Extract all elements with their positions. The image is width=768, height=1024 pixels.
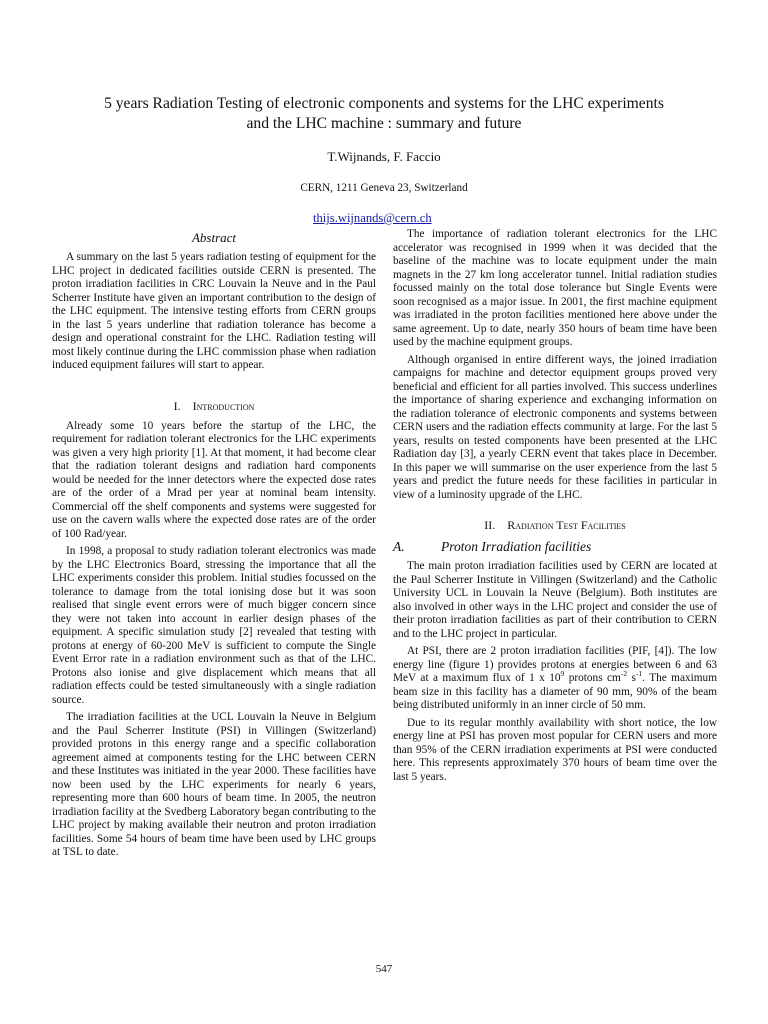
section-heading-introduction (52, 399, 376, 414)
paper-title-line-2: and the LHC machine : summary and future (246, 115, 522, 132)
paper-title-line-1: 5 years Radiation Testing of electronic components and systems for the LHC experiments (104, 95, 664, 112)
page-number: 547 (375, 963, 393, 975)
abstract-text: A summary on the last 5 years radiation testing of equipment for the LHC project in dedicated facilities outside CERN is presented. The proton irradiation facilities in CRC Louvain la Neuve and in the Paul Scherrer Institute have given an important contribution to the design of the LHC equipment. The intensive testing efforts from CERN groups in the last 5 years underline that radiation tolerance has become a design and operational constraint for the LHC. Radiation testing will most likely continue during the LHC commission phase when radiation induced equipment failures will start to appear. (52, 251, 376, 371)
subsection-letter: A. (393, 539, 405, 554)
email-link[interactable]: thijs.wijnands@cern.ch (313, 211, 432, 225)
facilities-paragraph-2: At PSI, there are 2 proton irradiation facilities (PIF, [4]). The low energy line (figure 1) provides protons at energies between 6 and 63 MeV at a maximum flux of 1 x $10^9$ protons $cm^{-2}$ $s^{-1}$. The maximum beam size in this facility has a diameter of 90 mm, 90% of the beam being distributed uniformly in an inner circle of 50 mm. (393, 645, 717, 711)
intro-paragraph-3: The irradiation facilities at the UCL Louvain la Neuve in Belgium and the Paul Scherrer Institute (PSI) in Villingen (Switzerland) provided protons in this energy range and a specific collaboration agreement aimed at components testing for the LHC between CERN and these Institutes was initiated in the year 2000. These facilities have now been used by the LHC experiments for nearly 6 years, representing more than 600 hours of beam time. In 2005, the neutron irradiation facility at the Svedberg Laboratory began contributing to the LHC project by making available their neutron and proton irradiation facilities. Some 54 hours of beam time have been used by LHC groups at TSL to date. (52, 711, 376, 858)
section-title: Radiation Test Facilities (507, 518, 626, 532)
facilities-paragraph-1: The main proton irradiation facilities used by CERN are located at the Paul Scherrer Institute in Villingen (Switzerland) and the Catholic University UCL in Louvain la Neuve (Belgium). Both institutes are also involved in other ways in the LHC project and consider the use of their proton irradiation facilities as part of their contribution to CERN and to the LHC project in particular. (393, 560, 717, 640)
section-heading-facilities (393, 518, 717, 533)
abstract-heading: Abstract (191, 230, 237, 245)
intro-paragraph-1: Already some 10 years before the startup of the LHC, the requirement for radiation tolerant electronics for the LHC experiments was given a very high priority [1]. At that moment, it had become clear that the radiation tolerant designs and radiation hard components would be needed for the inner detectors where the expected dose rates are of the order of a Mrad per year at nominal beam intensity. Commercial off the shelf components and systems were suggested for use on the cavern walls where the expected dose rates are of the order of 100 Rad/year. (52, 419, 376, 540)
right-column (393, 228, 717, 788)
intro-paragraph-4: The importance of radiation tolerant electronics for the LHC accelerator was recognised in 1999 when it was decided that the baseline of the machine was to locate equipment under the main magnets in the 27 km long accelerator tunnel. Initial radiation studies focussed mainly on the total dose tolerance but Single Events were soon recognised as a major issue. In 2001, the first machine equipment was irradiated in the proton facilities mentioned here above under the same agreement. Up to date, nearly 350 hours of beam time have been used by the machine equipment groups. (393, 228, 717, 348)
section-number: I. (173, 398, 181, 413)
author-list: T.Wijnands, F. Faccio (327, 149, 441, 164)
intro-paragraph-5: Although organised in entire different ways, the joined irradiation campaigns for machine and detector equipment groups proved very beneficial and efficient for all parties involved. This success underlines the importance of sharing experience and exchanging information on the radiation tolerance of electronic components and systems between CERN users and the radiation effects community at large. For the last 5 years, results on tested components have been presented at the LHC Radiation day [3], a yearly CERN event that takes place in December. In this paper we will summarise on the user experience from the last 5 years and predict the future needs for these facilities in particular in view of a luminosity upgrade of the LHC. (393, 353, 717, 501)
paper-title (40, 94, 728, 134)
left-column (52, 228, 376, 864)
intro-paragraph-2: In 1998, a proposal to study radiation tolerant electronics was made by the LHC Electronics Board, stressing the importance that all the LHC experiments consider this problem. Initial studies focussed on the tolerance to damage from the total ionising dose but it was soon realised that single event errors were of much bigger concern since they were not taken into account in earlier design phases of the equipment. A specific simulation study [2] revealed that testing with protons at energy of 60-200 MeV is sufficient to compute the Single Event Error rate in a radiation environment such as that of the LHC. Protons also ionise and give displacement which means that all radiation effects could be tested simultaneously with a single radiation source. (52, 545, 376, 706)
affiliation: CERN, 1211 Geneva 23, Switzerland (300, 182, 468, 194)
section-number: II. (484, 518, 496, 532)
facilities-paragraph-3: Due to its regular monthly availability with short notice, the low energy line at PSI has proven most popular for CERN users and more than 95% of the CERN irradiation experiments at PSI were conducted here. This represents approximately 370 hours of beam time over the last 5 years. (393, 716, 717, 783)
subsection-heading-proton (393, 539, 717, 555)
subsection-title: Proton Irradiation facilities (441, 539, 592, 554)
section-title: Introduction (192, 398, 255, 413)
